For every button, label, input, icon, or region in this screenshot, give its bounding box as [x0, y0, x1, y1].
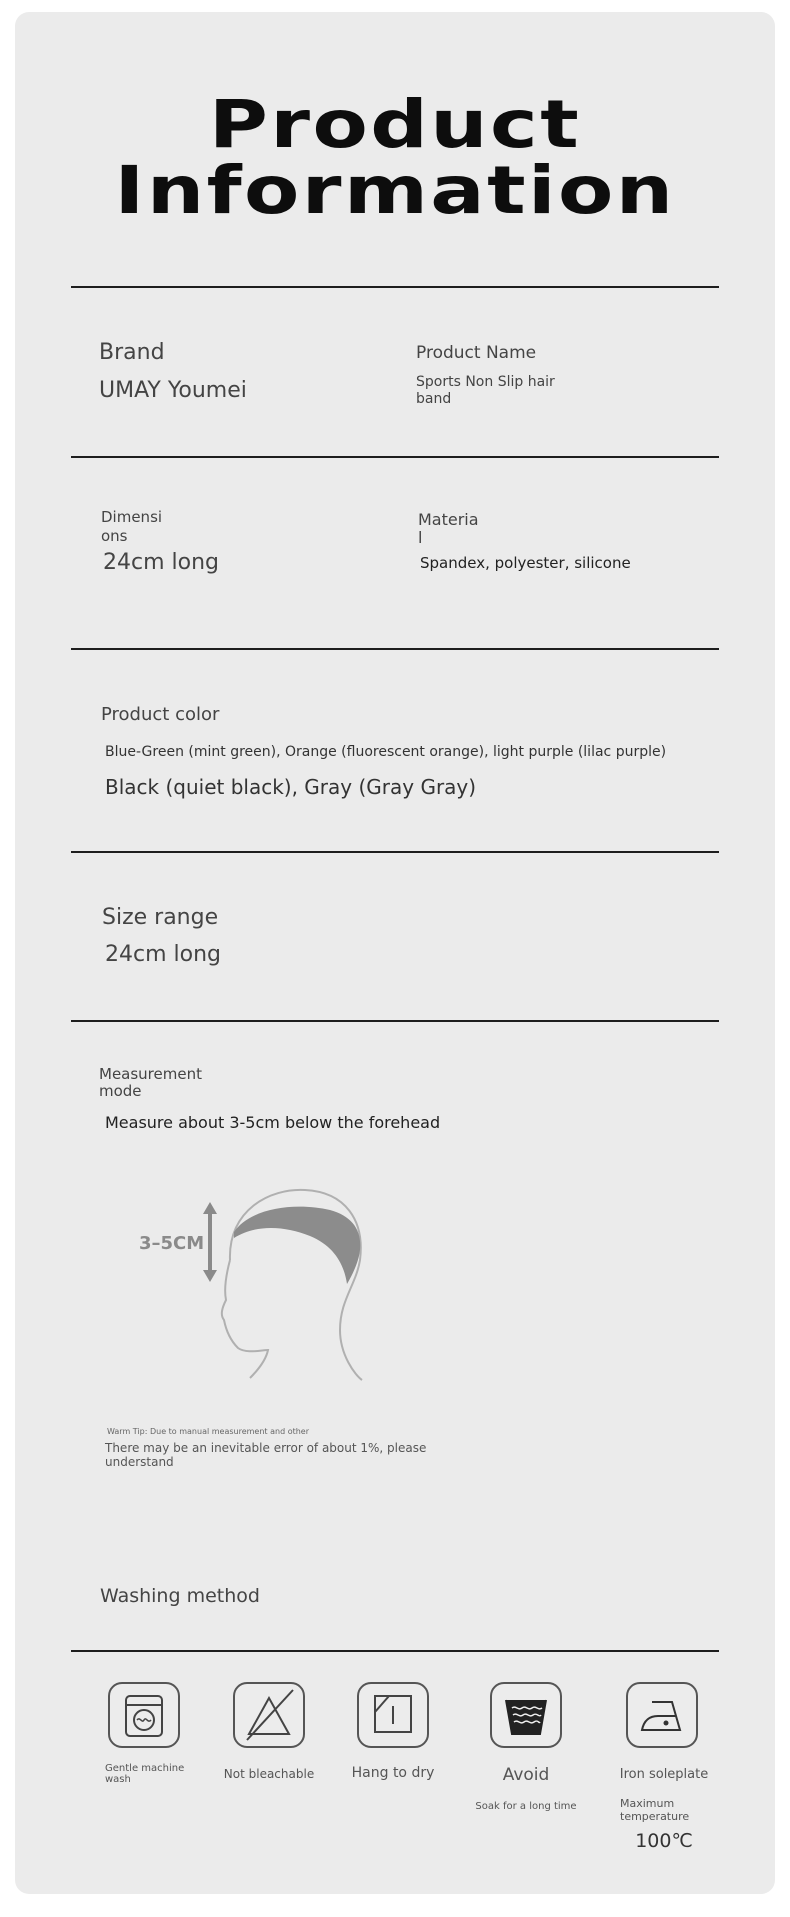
measurement-label-line-2: mode — [99, 1082, 142, 1100]
product-color-label: Product color — [101, 704, 220, 725]
no-soak-icon — [490, 1682, 562, 1748]
hang-dry-label: Hang to dry — [351, 1765, 435, 1781]
no-bleach-icon — [233, 1682, 305, 1748]
no-bleach-label: Not bleachable — [223, 1767, 315, 1781]
dimensions-value: 24cm long — [103, 550, 219, 575]
divider — [71, 851, 719, 853]
product-name-value-line-2: band — [416, 391, 452, 407]
warm-tip-line-1: There may be an inevitable error of about 1%, please — [105, 1441, 427, 1455]
product-color-line-2: Black (quiet black), Gray (Gray Gray) — [105, 775, 477, 799]
head-measurement-diagram — [130, 1180, 390, 1400]
measurement-label-line-1: Measurement — [99, 1065, 202, 1083]
warm-tip-small: Warm Tip: Due to manual measurement and other — [107, 1427, 309, 1436]
hang-dry-icon — [357, 1682, 429, 1748]
washing-method-label: Washing method — [100, 1585, 260, 1607]
material-label-line-1: Materia — [418, 510, 479, 529]
product-name-label: Product Name — [416, 343, 537, 363]
dimensions-label-line-1: Dimensi — [101, 508, 163, 526]
product-name-value-line-1: Sports Non Slip hair — [416, 374, 555, 390]
size-range-label: Size range — [102, 905, 219, 930]
product-color-line-1: Blue-Green (mint green), Orange (fluorescent orange), light purple (lilac purple) — [105, 744, 667, 760]
brand-label: Brand — [99, 340, 165, 365]
title-line-1: Product — [208, 86, 582, 163]
material-label-line-2: l — [418, 528, 423, 547]
iron-icon — [626, 1682, 698, 1748]
brand-value: UMAY Youmei — [99, 378, 247, 403]
wash-label-line-1: Gentle machine — [105, 1763, 185, 1774]
divider — [71, 648, 719, 650]
washing-machine-icon — [108, 1682, 180, 1748]
iron-max-temperature: 100℃ — [635, 1830, 693, 1852]
measurement-diagram-label: 3–5CM — [139, 1233, 205, 1254]
divider — [71, 286, 719, 288]
measurement-instruction: Measure about 3-5cm below the forehead — [105, 1113, 441, 1132]
iron-sub-line-1: Maximum — [620, 1797, 675, 1810]
divider — [71, 456, 719, 458]
title-line-2: Information — [114, 152, 676, 229]
wash-label-line-2: wash — [105, 1774, 131, 1785]
dimensions-label-line-2: ons — [101, 527, 128, 545]
divider — [71, 1020, 719, 1022]
size-range-value: 24cm long — [105, 942, 221, 967]
material-value: Spandex, polyester, silicone — [420, 554, 631, 572]
iron-label: Iron soleplate — [619, 1767, 709, 1782]
divider — [71, 1650, 719, 1652]
warm-tip-line-2: understand — [105, 1455, 174, 1469]
iron-sub-line-2: temperature — [620, 1810, 690, 1823]
no-soak-label: Avoid — [502, 1765, 550, 1785]
no-soak-sublabel: Soak for a long time — [475, 1801, 577, 1812]
